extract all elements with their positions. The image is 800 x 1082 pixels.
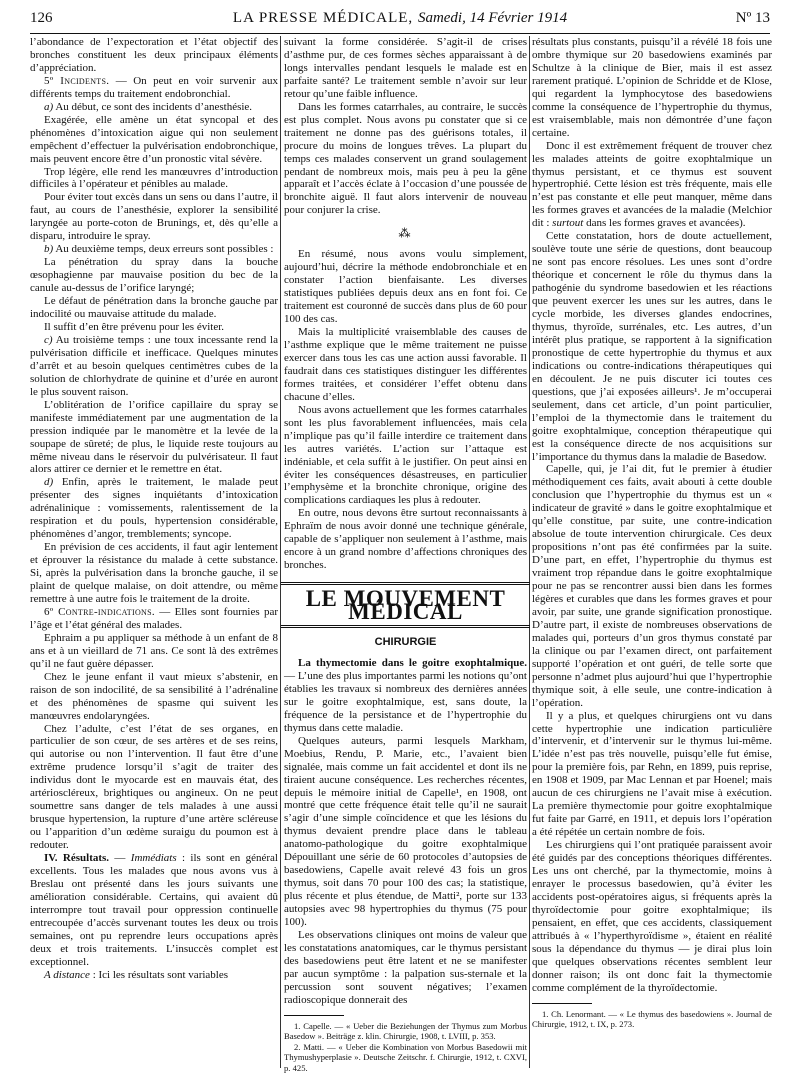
journal-title: LA PRESSE MÉDICALE, <box>232 10 414 26</box>
paragraph: Chez l’adulte, c’est l’état de ses organes, en particulier de son cœur, de ses artères et de ses reins, qui autorise ou non l’intervention. Il faut être d’une extrême prudence lorsqu’il s’agit de traiter des individus dont le myocarde est en mauvais état, des artérioscléreux, brightiques ou angineux. On ne peut soumettre sans danger de tels malades à une aussi brusque hypertension, la rupture d’une artère scléreuse ou l’apparition d’un œdème suraigu du poumon est à redouter. <box>30 722 278 852</box>
paragraph: Les chirurgiens qui l’ont pratiquée paraissent avoir été guidés par des conceptions théoriques différentes. Les uns ont cherché, par la thymectomie, moins à enrayer le processus basedowien, qu’à éviter les accidents post-opératoires aigus, si fréquents après la thyroïdectomie pour goitre exophtalmique; ils pensaient, en effet, que ces accidents, classiquement attribués à « l’hyperthyroïdisme », étaient en réalité sous la dépendance du thymus — je dirai plus loin que quelques observations récentes semblent leur donner raison; ils ont donc fait la thymectomie comme complément de la thyroïdectomie. <box>532 839 772 994</box>
running-title <box>30 10 770 27</box>
paragraph: La pénétration du spray dans la bouche œsophagienne par mauvaise position du bec de la canule au-dessus de l’orifice laryngé; <box>30 256 278 295</box>
paragraph: Capelle, qui, je l’ai dit, fut le premier à étudier méthodiquement ces faits, avait abouti à cette double conclusion que l’hypertrophie du thymus est un « indicateur de gravité » dans le goitre exophtalmique et qu’elle constitue, par suite, une contre-indication absolue de toute intervention chirurgicale. Ces deux propositions n’ont pas été confirmées par la suite. D’une part, en effet, l’hypertrophie du thymus est vraiment trop répandue dans le goitre exophtalmique pour ne pas se rencontrer aussi bien dans les formes légères et curables que dans les formes graves et pour avoir, par suite, une grande signification pronostique. D’autre part, il existe de nombreuses observations de malades qui, porteurs d’un gros thymus constaté par la clinique ou par l’examen direct, ont parfaitement supporté l’opération et ont guéri, de telle sorte que personne n’admet plus aujourd’hui que l’hypertrophie thymique soit, à elle seule, une contre-indication à l’opération. <box>532 463 772 709</box>
paragraph: suivant la forme considérée. S’agit-il de crises d’asthme pur, de ces formes sèches apparaissant à de longs intervalles pendant lesquels le malade est en parfaite santé? Le traitement semble n’avoir sur leur retour qu’une faible influence. <box>284 36 527 100</box>
paragraph: résultats plus constants, puisqu’il a révélé 18 fois une ombre thymique sur 20 basedowiens examinés par Schultze à la clinique de Bier, mais il est assez rarement pratiqué. L’opinion de Schridde et de Klose, qui regardent la lymphocytose des basedowiens comme la conséquence de l’hypertrophie du thymus, est vraisemblable, mais non démontrée d’une façon certaine. <box>532 36 772 139</box>
paragraph-text: Enfin, après le traitement, le malade peut présenter des signes inquiétants d’intoxication adrénalinique : vomissements, ralentissement de la respiration et du pouls, hypertension considérable, phénomènes d’angor, tremblements; syncope. <box>30 476 278 541</box>
paragraph-text: Au début, ce sont des incidents d’anesthésie. <box>53 100 253 113</box>
article-title: La thymectomie dans le goitre exophtalmique. <box>298 656 527 669</box>
subheading: 5º Incidents. <box>44 74 110 87</box>
paragraph: IV. Résultats. — Immédiats : ils sont en général excellents. Tous les malades que nous avons vus à Breslau ont présenté dans les jours suivants une amélioration considérable. Certains, qui avaient dû interrompre tout travail pour oppression continuelle entrecoupée d’accès survenant toutes les deux ou trois semaines, ont pu reprendre leurs occupations après deux et trois traitements. L’insuccès complet est exceptionnel. <box>30 852 278 968</box>
paragraph: En outre, nous devons être surtout reconnaissants à Ephraïm de nous avoir donné une technique générale, capable de s’appliquer non seulement à l’asthme, mais encore à un grand nombre d’affections chroniques des bronches. <box>284 507 527 572</box>
enum-marker: b) <box>44 243 54 256</box>
paragraph <box>284 657 527 735</box>
paragraph: Le défaut de pénétration dans la bronche gauche par indocilité ou mauvaise attitude du malade. <box>30 295 278 321</box>
paragraph: Dans les formes catarrhales, au contraire, le succès est plus complet. Nous avons pu constater que si ce traitement ne donne pas des guérisons totales, il procure du moins de longues trêves. La plupart du temps ces malades conservent un grand soulagement pendant de nombreux mois, mais peu à peu la gêne apparaît et l’accès éclate à l’occasion d’une poussée de bronchite aiguë. Il faut alors intervenir de nouveau pour conjurer la crise. <box>284 100 527 217</box>
column-divider <box>529 36 530 1068</box>
enum-marker: c) <box>44 333 53 346</box>
paragraph: Ephraim a pu appliquer sa méthode à un enfant de 8 ans et à un vieillard de 71 ans. Ce sont là des extrêmes qu’il ne faut guère dépasser. <box>30 631 278 670</box>
paragraph: Cette constatation, hors de doute actuellement, soulève toute une série de questions, dont beaucoup ne sont pas encore résolues. Les unes sont d’ordre théorique et concernent le rôle du thymus dans la pathogénie du syndrome basedowien et les réactions que peuvent exercer les unes sur les autres, dans le cycle morbide, les diverses glandes endocrines, thymus, thyroïde, surrénales, etc. Les autres, d’un intérêt plus pratique, se rapportent à la signification pronostique de cette hypertrophie du thymus et aux indications ou contre-indications thérapeutiques qui en découlent. Je ne puis discuter ici toutes ces questions, que j’ai exposées ailleurs¹. Je m’occuperai seulement, dans cet article, d’un point particulier, l’emploi de la thymectomie dans le traitement du goitre exophtalmique, conception thérapeutique qui est la conséquence directe de nos acquisitions sur l’importance du thymus dans la maladie de Basedow. <box>532 230 772 463</box>
paragraph-text: — L’une des plus importantes parmi les notions qu’ont établies les travaux si nombreux des dernières années sur le goitre exophtalmique, est, sans doute, la fréquence de la persistance et de l’hypertrophie du thymus dans cette maladie. <box>284 669 527 734</box>
subheading: Immédiats <box>130 852 177 865</box>
paragraph <box>30 243 278 256</box>
column-1 <box>30 36 278 982</box>
page-header <box>30 10 770 32</box>
footnote-rule <box>284 1015 344 1016</box>
enum-marker: d) <box>44 476 54 489</box>
section-title: CHIRURGIE <box>374 636 437 649</box>
footnote: 1. Ch. Lenormant. — « Le thymus des basedowiens ». Journal de Chirurgie, 1912, t. IX, p. 273. <box>532 1008 772 1030</box>
paragraph: Quelques auteurs, parmi lesquels Markham, Moebius, Rendu, P. Marie, etc., l’avaient bien signalée, mais comme un fait accidentel et dont ils ne tiraient aucune conséquence. Les recherches récentes, depuis le mémoire initial de Capelle¹, en 1908, ont montré que cette fréquence était telle qu’il ne saurait s’agir d’une simple coïncidence et que les lésions du thymus devaient prendre place dans le tableau anatomo-pathologique du goitre exophtalmique Dépouillant une série de 60 protocoles d’autopsies de basedowiens, Capelle avait relevé 43 fois un gros thymus, soit dans 70 pour 100 des cas; la statistique, plus récente et plus étendue, de Matti², porte sur 133 autopsies avec 98 hypertrophies du thymus (75 pour 100). <box>284 734 527 929</box>
enum-marker: a) <box>44 100 54 113</box>
paragraph <box>30 969 278 982</box>
issue-date: Samedi, 14 Février 1914 <box>417 10 568 26</box>
column-3 <box>532 36 772 1030</box>
paragraph-text: Au troisième temps : une toux incessante rend la pulvérisation difficile et inefficace. Quelques minutes d’arrêt et au besoin quelques centimètres cubes de la solution de chlorhydrate de quinine et d’urée en auront le plus souvent raison. <box>30 333 278 398</box>
emphasis: surtout <box>552 217 584 230</box>
column-2 <box>284 36 527 1073</box>
paragraph-text: : ils sont en général excellents. Tous les malades que nous avons vus à Breslau ont présenté dans les jours suivants une amélioration considérable. Certains, qui avaient dû interrompre tout travail pour oppression continuelle entrecoupée d’accès survenant toutes les deux ou trois semaines, ont pu reprendre leurs occupations après deux et trois traitements. L’insuccès complet est exceptionnel. <box>30 852 278 968</box>
subheading: A distance <box>44 968 90 981</box>
paragraph: En prévision de ces accidents, il faut agir lentement et éprouver la résistance du malade à cette substance. Si, après la pulvérisation dans la bronche gauche, il se plaint de quelque malaise, on doit attendre, ou même remettre à une autre fois le traitement de la droite. <box>30 541 278 605</box>
paragraph-text: : Ici les résultats sont variables <box>89 968 229 981</box>
paragraph: Mais la multiplicité vraisemblable des causes de l’asthme explique que le même traitement ne puisse exercer dans tous les cas une action aussi favorable. Il faudrait dans ces statistiques distinguer les différentes formes traitées, et considérer l’effet obtenu dans chacune d’elles. <box>284 326 527 403</box>
paragraph <box>30 101 278 114</box>
paragraph <box>532 140 772 231</box>
paragraph <box>30 476 278 541</box>
paragraph: Il suffit d’en être prévenu pour les éviter. <box>44 320 225 333</box>
paragraph: Exagérée, elle amène un état syncopal et des phénomènes d’intoxication aigue qui non seulement empêchent d’effectuer la pulvérisation endobronchique, mais peuvent encore être d’un pronostic vital sévère. <box>30 113 278 165</box>
paragraph <box>30 606 278 632</box>
footnote: 1. Capelle. — « Ueber die Beziehungen der Thymus zum Morbus Basedow ». Beiträge z. klin. Chirurgie, 1908, t. LVIII, p. 353. <box>284 1020 527 1042</box>
paragraph-text: — On peut en voir survenir aux différents temps du traitement endobronchial. <box>30 74 278 100</box>
paragraph-text: Donc il est extrêmement fréquent de trouver chez les malades atteints de goitre exophtalmique un thymus persistant, et ce thymus est souvent hypertrophié. Cette lésion est très fréquente, mais elle n’est pas constante et elle peut manquer, même dans les formes graves et avancées de la maladie (Melchior dit : <box>532 139 772 230</box>
section-separator: ⁂ <box>398 226 413 241</box>
footnote-rule <box>532 1003 592 1004</box>
paragraph-text: dans les formes graves et avancées). <box>583 217 746 230</box>
paragraph <box>30 75 278 101</box>
column-divider <box>280 36 281 1068</box>
paragraph: Pour éviter tout excès dans un sens ou dans l’autre, il faut, au cours de l’anesthésie, explorer la sensibilité laryngée au porte-coton de Brunings, et, dès qu’elle a disparu, introduire le spray. <box>30 191 278 243</box>
paragraph: l’abondance de l’expectoration et l’état objectif des bronches constituent les deux principaux éléments d’appréciation. <box>30 36 278 74</box>
paragraph: Il y a plus, et quelques chirurgiens ont vu dans cette hypertrophie une indication particulière d’intervenir, et d’intervenir sur le thymus lui-même. L’idée n’est pas très nouvelle, puisqu’elle fut émise, pour la première fois, par Rehn, en 1899, puis reprise, en 1908 et 1909, par Mac Lennan et par Hoenel; mais aucun de ces chirurgiens ne l’avait mise à exécution. La première thymectomie pour goitre exophtalmique fut faite par Garré, en 1911, et depuis lors l’opération a été répétée un certain nombre de fois. <box>532 709 772 839</box>
section-heading: IV. Résultats. <box>44 852 110 865</box>
footnote: 2. Matti. — « Ueber die Kombination von Morbus Basedowii mit Thymushyperplasie ». Deutsche Zeitschr. f. Chirurgie, 1912, t. CXVI, p. 425. <box>284 1041 527 1073</box>
paragraph-text: — Elles sont fournies par l’âge et l’état général des malades. <box>30 605 278 631</box>
paragraph: L’oblitération de l’orifice capillaire du spray se manifeste immédiatement par une augmentation de la pression indiquée par le manomètre et la levée de la soupape de sûreté; de plus, le liquide reste toujours au même niveau dans le réservoir du pulvérisateur. Il faut alors attirer ce dernier et le remettre en état. <box>30 398 278 476</box>
paragraph: Trop légère, elle rend les manœuvres d’introduction difficiles à l’opérateur et pénibles au malade. <box>30 165 278 191</box>
paragraph <box>30 334 278 399</box>
issue-number: Nº 13 <box>735 10 770 26</box>
paragraph: Chez le jeune enfant il vaut mieux s’abstenir, en raison de son indocilité, de sa sensibilité à l’adrénaline et des phénomènes de spasme qui suivent les manœuvres endolaryngées. <box>30 670 278 722</box>
paragraph: En résumé, nous avons voulu simplement, aujourd’hui, décrire la méthode endobronchiale et en constater l’action bienfaisante. Les diverses statistiques publiées depuis deux ans en font foi. Ce traitement est couronné de succès dans plus de 60 pour 100 des cas. <box>284 248 527 326</box>
paragraph-text: Au deuxième temps, deux erreurs sont possibles : <box>53 243 274 256</box>
paragraph: Les observations cliniques ont moins de valeur que les constatations anatomiques, car le thymus persistant des basedowiens peut être latent et ne se manifester par aucun symptôme : la palpation sus-sternale et la percussion sont souvent négatives; l’examen radioscopique donnerait des <box>284 929 527 1006</box>
section-banner: LE MOUVEMENT MÉDICAL <box>281 582 530 628</box>
header-rule <box>30 33 770 34</box>
page-number: 126 <box>30 10 53 26</box>
subheading: 6º Contre-indications. <box>44 605 155 618</box>
paragraph: Nous avons actuellement que les formes catarrhales sont les plus favorablement influencées, mais cela n’implique pas qu’il faille interdire ce traitement dans les autres variétés. L’action sur l’attaque est indéniable, et cela suffit à le justifier. On peut ainsi en éviter les conséquences désastreuses, en particulier l’emphysème et la bronchite chronique, origine des complications cardiaques les plus à redouter. <box>284 403 527 507</box>
